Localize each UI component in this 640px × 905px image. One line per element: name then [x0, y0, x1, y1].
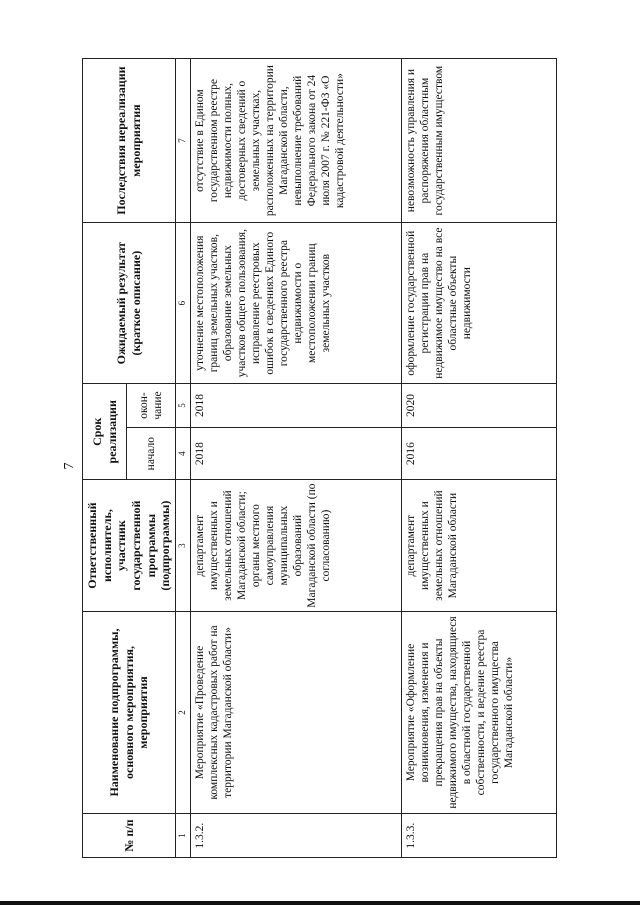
rotated-table-container: [82, 58, 557, 858]
header-start: начало: [127, 427, 176, 480]
row-name: Мероприятие «Оформление возникновения, изменения и прекращения прав на объекты недвижимого имущества, находящиеся в областной государственной собственности, и ведение реестра государственного имущества Магаданской области»: [401, 611, 556, 813]
header-result: Ожидаемый результат (краткое описание): [83, 223, 176, 384]
header-consequences: Последствия нереализации мероприятия: [83, 59, 176, 223]
row-start: 2016: [401, 427, 556, 480]
row-result: оформление государственной регистрации прав на недвижимое имущество на все областные объекты недвижимости: [401, 223, 556, 384]
table-row: [190, 59, 401, 858]
header-num: № п/п: [83, 814, 176, 858]
column-number: 4: [175, 427, 190, 480]
header-row: [83, 59, 127, 858]
column-number: 6: [175, 223, 190, 384]
page-number: 7: [62, 462, 77, 470]
header-name: Наименование подпрограммы, основного мероприятия, мероприятия: [83, 611, 176, 813]
header-end: окон-чание: [127, 384, 176, 428]
column-number: 2: [175, 611, 190, 813]
row-num: 1.3.3.: [401, 814, 556, 858]
column-number: 3: [175, 480, 190, 611]
bottom-border-line: [0, 901, 640, 905]
row-end: 2018: [190, 384, 401, 428]
row-consequences: невозможность управления и распоряжения областным государственным имуществом: [401, 59, 556, 223]
column-number-row: [175, 59, 190, 858]
program-table: [82, 58, 557, 858]
column-number: 1: [175, 814, 190, 858]
header-period: Срок реализации: [83, 384, 127, 480]
column-number: 7: [175, 59, 190, 223]
row-responsible: департамент имущественных и земельных отношений Магаданской области: [401, 480, 556, 611]
row-num: 1.3.2.: [190, 814, 401, 858]
table-row: [401, 59, 556, 858]
header-responsible: Ответственный исполнитель, участник государственной программы (подпрограммы): [83, 480, 176, 611]
row-result: уточнение местоположения границ земельных участков, образование земельных участков общего пользования, исправление реестровых ошибок в сведениях Единого государственного реестра недвижимости о местоположении границ земельных участков: [190, 223, 401, 384]
row-start: 2018: [190, 427, 401, 480]
row-name: Мероприятие «Проведение комплексных кадастровых работ на территории Магаданской области»: [190, 611, 401, 813]
row-consequences: отсутствие в Едином государственном реестре недвижимости полных, достоверных сведений о земельных участках, расположенных на территории Магаданской области, невыполнение требований Федерального закона от 24 июля 2007 г. № 221-ФЗ «О кадастровой деятельности»: [190, 59, 401, 223]
row-responsible: департамент имущественных и земельных отношений Магаданской области; органы местного самоуправления муниципальных образований Магаданской области (по согласованию): [190, 480, 401, 611]
row-end: 2020: [401, 384, 556, 428]
column-number: 5: [175, 384, 190, 428]
